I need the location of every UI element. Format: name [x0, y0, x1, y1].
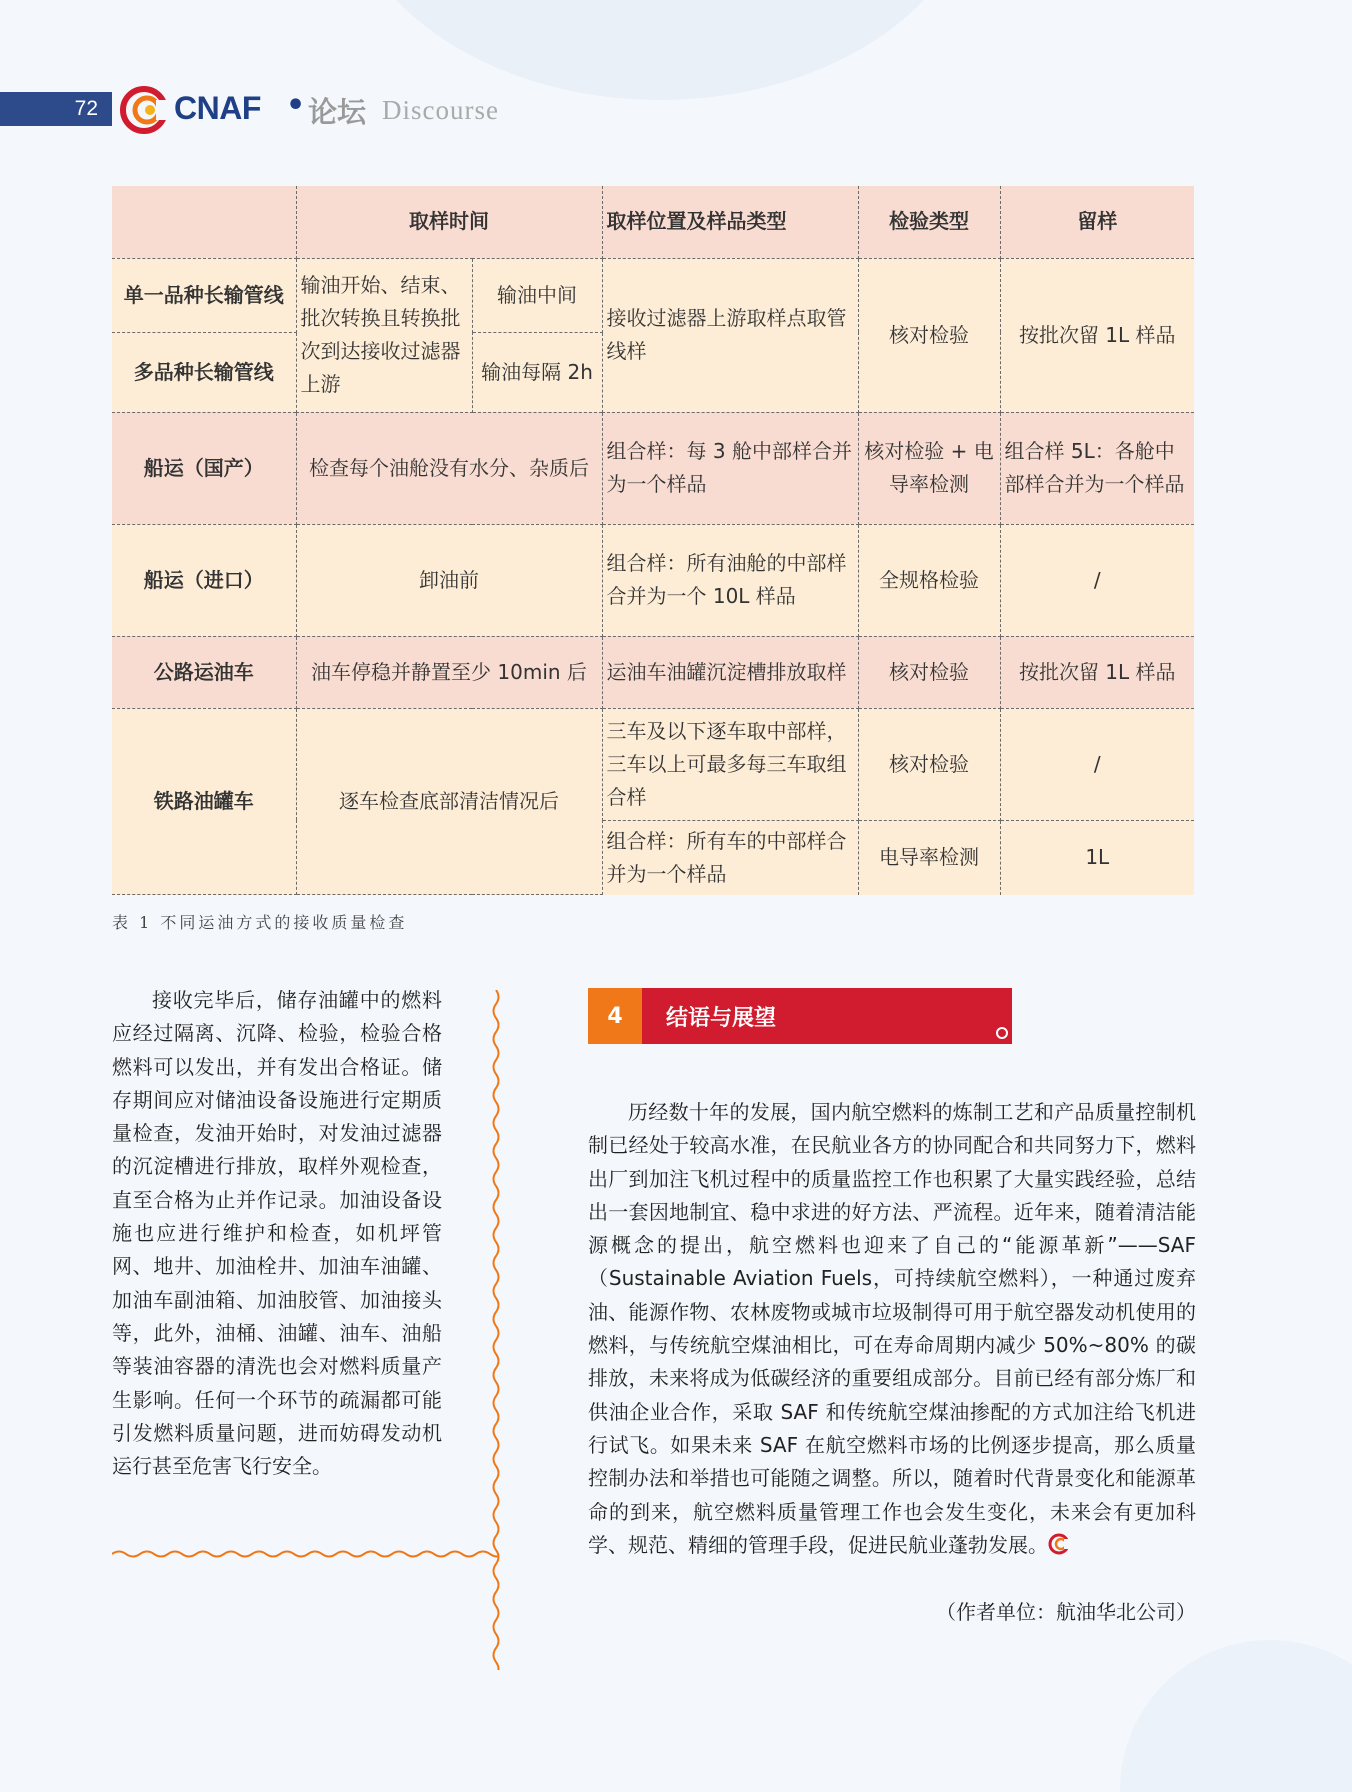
table-row — [112, 636, 1194, 708]
rail-location-2: 组合样：所有车的中部样合并为一个样品 — [602, 820, 858, 895]
ship-domestic-time: 检查每个油舱没有水分、杂质后 — [296, 412, 602, 524]
table-header-row — [112, 186, 1194, 258]
section-number: 4 — [588, 988, 642, 1044]
table-row — [112, 524, 1194, 636]
ship-import-time: 卸油前 — [296, 524, 602, 636]
author-affiliation: （作者单位：航油华北公司） — [936, 1600, 1196, 1624]
rail-time: 逐车检查底部清洁情况后 — [296, 708, 602, 895]
ship-domestic-inspection: 核对检验 + 电导率检测 — [858, 412, 1000, 524]
header-inspection-type: 检验类型 — [858, 186, 1000, 258]
wavy-divider-horizontal — [112, 1548, 498, 1560]
pipeline-time-multi: 输油每隔 2h — [472, 332, 602, 412]
section-circle-icon — [996, 1027, 1008, 1039]
road-location: 运油车油罐沉淀槽排放取样 — [602, 636, 858, 708]
mode-ship-domestic: 船运（国产） — [112, 412, 296, 524]
table-row — [112, 412, 1194, 524]
mode-rail-tanker: 铁路油罐车 — [112, 708, 296, 895]
reception-quality-table — [112, 186, 1194, 895]
road-inspection: 核对检验 — [858, 636, 1000, 708]
pipeline-time-common: 输油开始、结束、批次转换且转换批次到达接收过滤器上游 — [296, 258, 472, 412]
pipeline-retain: 按批次留 1L 样品 — [1000, 258, 1194, 412]
pipeline-location: 接收过滤器上游取样点取管线样 — [602, 258, 858, 412]
left-column-text — [112, 984, 442, 1483]
section-title: 结语与展望 — [642, 988, 1012, 1044]
header-cell-empty — [112, 186, 296, 258]
mode-single-pipeline: 单一品种长输管线 — [112, 258, 296, 332]
section-en-label: Discourse — [382, 95, 499, 125]
table-caption: 表 1 不同运油方式的接收质量检查 — [112, 913, 408, 932]
right-column-text — [588, 1096, 1196, 1562]
rail-inspection-1: 核对检验 — [858, 708, 1000, 820]
road-retain: 按批次留 1L 样品 — [1000, 636, 1194, 708]
background-decoration — [340, 0, 980, 100]
page-number: 72 — [0, 92, 112, 126]
ship-import-location: 组合样：所有油舱的中部样合并为一个 10L 样品 — [602, 524, 858, 636]
ship-import-retain: / — [1000, 524, 1194, 636]
pipeline-inspection: 核对检验 — [858, 258, 1000, 412]
mode-road-tanker: 公路运油车 — [112, 636, 296, 708]
cnaf-logo-icon — [120, 86, 168, 134]
ship-domestic-location: 组合样：每 3 舱中部样合并为一个样品 — [602, 412, 858, 524]
table-row — [112, 258, 1194, 332]
ship-import-inspection: 全规格检验 — [858, 524, 1000, 636]
brand-name: CNAF — [174, 90, 261, 126]
road-time: 油车停稳并静置至少 10min 后 — [296, 636, 602, 708]
end-logo-icon — [1048, 1533, 1070, 1555]
header-sampling-time: 取样时间 — [296, 186, 602, 258]
rail-retain-1: / — [1000, 708, 1194, 820]
rail-retain-2: 1L — [1000, 820, 1194, 895]
table-row — [112, 708, 1194, 820]
conclusion-text: 历经数十年的发展，国内航空燃料的炼制工艺和产品质量控制机制已经处于较高水准，在民航业各方的协同配合和共同努力下，燃料出厂到加注飞机过程中的质量监控工作也积累了大量实践经验，总结出一套因地制宜、稳中求进的好方法、严流程。近年来，随着清洁能源概念的提出，航空燃料也迎来了自己的“能源革新”——SAF（Sustainable Aviation Fuels，可持续航空燃料），一种通过废弃油、能源作物、农林废物或城市垃圾制得可用于航空器发动机使用的燃料，与传统航空煤油相比，可在寿命周期内减少 50%~80% 的碳排放，未来将成为低碳经济的重要组成部分。目前已经有部分炼厂和供油企业合作，采取 SAF 和传统航空煤油掺配的方式加注给飞机进行试飞。如果未来 SAF 在航空燃料市场的比例逐步提高，那么质量控制办法和举措也可能随之调整。所以，随着时代背景变化和能源革命的到来，航空燃料质量管理工作也会发生变化，未来会有更加科学、规范、精细的管理手段，促进民航业蓬勃发展。 — [588, 1100, 1196, 1557]
rail-inspection-2: 电导率检测 — [858, 820, 1000, 895]
background-decoration-bottom — [1120, 1640, 1352, 1792]
mode-ship-import: 船运（进口） — [112, 524, 296, 636]
left-paragraph: 接收完毕后，储存油罐中的燃料应经过隔离、沉降、检验，检验合格燃料可以发出，并有发出合格证。储存期间应对储油设备设施进行定期质量检查，发油开始时，对发油过滤器的沉淀槽进行排放，取样外观检查，直至合格为止并作记录。加油设备设施也应进行维护和检查，如机坪管网、地井、加油栓井、加油车油罐、加油车副油箱、加油胶管、加油接头等，此外，油桶、油罐、油车、油船等装油容器的清洗也会对燃料质量产生影响。任何一个环节的疏漏都可能引发燃料质量问题，进而妨碍发动机运行甚至危害飞行安全。 — [112, 988, 442, 1479]
header-retained-sample: 留样 — [1000, 186, 1194, 258]
header-sampling-location: 取样位置及样品类型 — [602, 186, 858, 258]
pipeline-time-single: 输油中间 — [472, 258, 602, 332]
wavy-divider-vertical — [490, 990, 502, 1670]
ship-domestic-retain: 组合样 5L：各舱中部样合并为一个样品 — [1000, 412, 1194, 524]
section-cn-label: 论坛 — [308, 95, 367, 129]
rail-location-1: 三车及以下逐车取中部样，三车以上可最多每三车取组合样 — [602, 708, 858, 820]
right-paragraph — [588, 1096, 1196, 1562]
mode-multi-pipeline: 多品种长输管线 — [112, 332, 296, 412]
brand-separator: • — [286, 88, 306, 123]
